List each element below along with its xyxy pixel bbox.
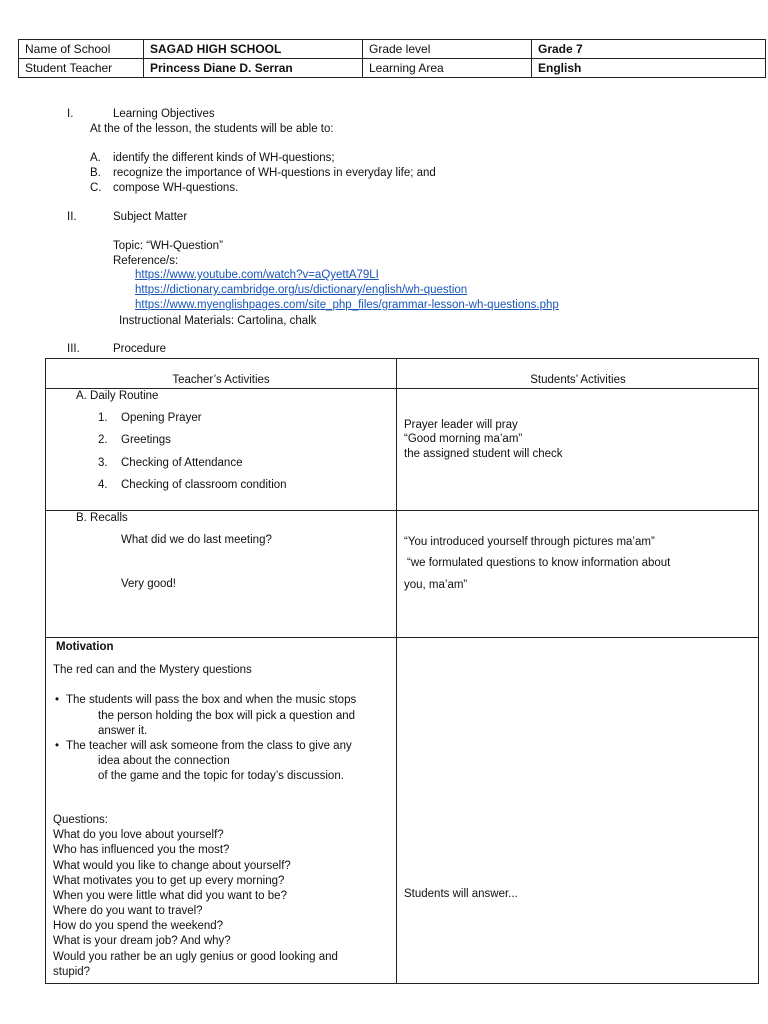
bullet-icon: • <box>55 740 60 752</box>
question-line: How do you spend the weekend? <box>53 920 224 932</box>
routine-num: 1. <box>98 412 108 424</box>
questions-label: Questions: <box>53 814 108 826</box>
grade-value: Grade 7 <box>532 40 766 59</box>
recalls-answer: “we formulated questions to know information about <box>407 557 671 569</box>
routine-item: Opening Prayer <box>121 412 202 424</box>
motivation-student-cell <box>397 638 759 984</box>
student-routine-line: the assigned student will check <box>404 448 563 460</box>
bullet-text: idea about the connection <box>98 755 230 767</box>
instructional-materials: Instructional Materials: Cartolina, chalk <box>119 315 317 327</box>
teacher-column-header: Teacher’s Activities <box>46 359 397 389</box>
question-line: What would you like to change about yourself? <box>53 860 291 872</box>
procedure-table <box>45 358 759 984</box>
recalls-praise: Very good! <box>121 578 176 590</box>
bullet-text: The students will pass the box and when the music stops <box>66 694 357 706</box>
student-routine-line: “Good morning ma’am” <box>404 433 523 445</box>
reference-link-youtube[interactable]: https://www.youtube.com/watch?v=aQyettA79LI <box>135 269 379 281</box>
bullet-text: The teacher will ask someone from the class to give any <box>66 740 352 752</box>
routine-num: 4. <box>98 479 108 491</box>
daily-routine-title: A. Daily Routine <box>76 390 159 402</box>
motivation-cell <box>46 638 397 984</box>
recalls-title: B. Recalls <box>76 512 128 524</box>
question-line: stupid? <box>53 966 91 978</box>
school-value: SAGAD HIGH SCHOOL <box>144 40 363 59</box>
objective-text: recognize the importance of WH-questions in everyday life; and <box>113 167 436 179</box>
routine-num: 3. <box>98 457 108 469</box>
teacher-value: Princess Diane D. Serran <box>144 59 363 78</box>
bullet-text: the person holding the box will pick a question and <box>98 710 356 722</box>
subject-title: Subject Matter <box>113 211 188 223</box>
question-line: Who has influenced you the most? <box>53 844 230 856</box>
routine-item: Greetings <box>121 434 171 446</box>
area-label: Learning Area <box>363 59 532 78</box>
routine-item: Checking of classroom condition <box>121 479 287 491</box>
objective-text: compose WH-questions. <box>113 182 239 194</box>
question-line: What do you love about yourself? <box>53 829 224 841</box>
objective-letter: C. <box>90 182 102 194</box>
bullet-icon: • <box>55 694 60 706</box>
area-value: English <box>532 59 766 78</box>
student-routine-line: Prayer leader will pray <box>404 419 518 431</box>
question-line: When you were little what did you want to be? <box>53 890 287 902</box>
routine-item: Checking of Attendance <box>121 457 243 469</box>
reference-link-myenglishpages[interactable]: https://www.myenglishpages.com/site_php_files/grammar-lesson-wh-questions.php <box>135 299 559 311</box>
bullet-text: answer it. <box>98 725 148 737</box>
students-column-header: Students’ Activities <box>397 359 759 389</box>
references-label: Reference/s: <box>113 255 179 267</box>
subject-topic: Topic: “WH-Question” <box>113 240 223 252</box>
objectives-title: Learning Objectives <box>113 108 215 120</box>
objectives-intro: At the of the lesson, the students will be able to: <box>90 123 334 135</box>
motivation-game: The red can and the Mystery questions <box>53 664 252 676</box>
student-answer: Students will answer... <box>404 888 518 900</box>
recalls-student-cell <box>397 511 759 638</box>
recalls-cell <box>46 511 397 638</box>
reference-link-cambridge[interactable]: https://dictionary.cambridge.org/us/dictionary/english/wh-question <box>135 284 468 296</box>
recalls-answer: you, ma’am” <box>404 579 468 591</box>
procedure-numeral: III. <box>67 343 80 355</box>
daily-routine-cell <box>46 389 397 511</box>
question-line: Where do you want to travel? <box>53 905 203 917</box>
question-line: Would you rather be an ugly genius or good looking and <box>53 951 338 963</box>
question-line: What is your dream job? And why? <box>53 935 231 947</box>
motivation-title: Motivation <box>56 641 114 653</box>
routine-student-cell <box>397 389 759 511</box>
objective-letter: B. <box>90 167 101 179</box>
school-label: Name of School <box>19 40 144 59</box>
subject-numeral: II. <box>67 211 77 223</box>
routine-num: 2. <box>98 434 108 446</box>
objectives-numeral: I. <box>67 108 74 120</box>
objective-text: identify the different kinds of WH-questions; <box>113 152 335 164</box>
bullet-text: of the game and the topic for today’s discussion. <box>98 770 344 782</box>
question-line: What motivates you to get up every morning? <box>53 875 285 887</box>
procedure-title: Procedure <box>113 343 167 355</box>
recalls-question: What did we do last meeting? <box>121 534 272 546</box>
header-table <box>18 39 766 78</box>
objective-letter: A. <box>90 152 101 164</box>
teacher-label: Student Teacher <box>19 59 144 78</box>
grade-label: Grade level <box>363 40 532 59</box>
recalls-answer: “You introduced yourself through pictures ma’am” <box>404 536 655 548</box>
